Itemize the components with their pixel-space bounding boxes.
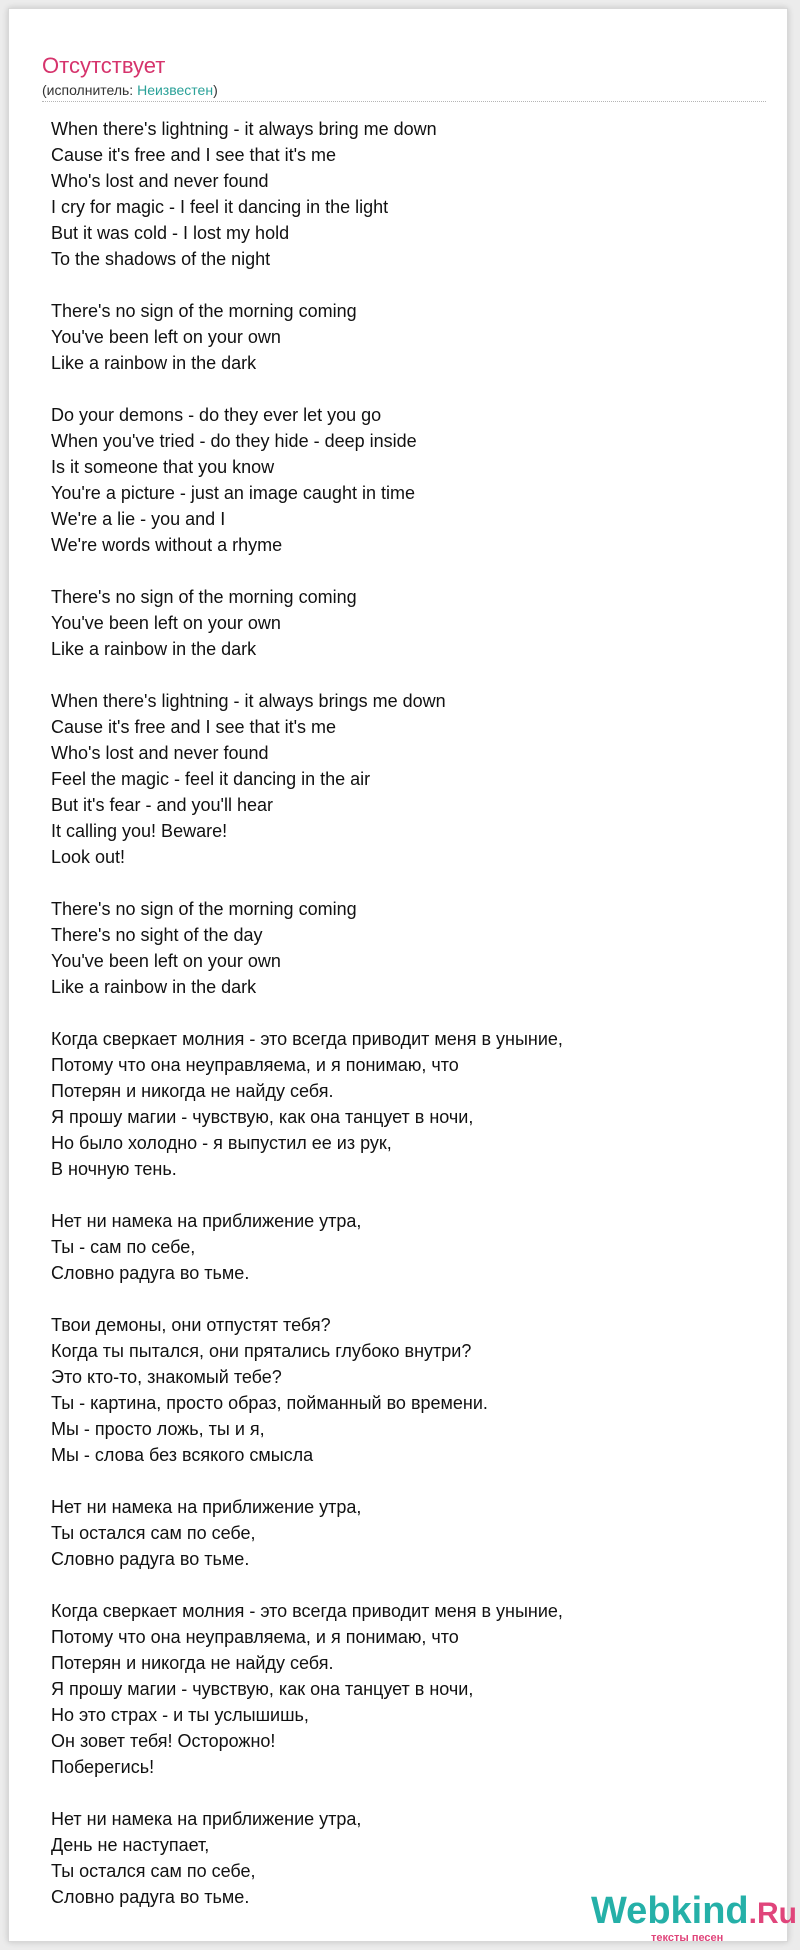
lyric-line: Но это страх - и ты услышишь, <box>51 1705 309 1725</box>
lyric-line: Like a rainbow in the dark <box>51 977 257 997</box>
site-logo[interactable] <box>591 1889 797 1945</box>
title-divider <box>42 101 766 102</box>
lyric-line: Do your demons - do they ever let you go <box>51 405 382 425</box>
stanza <box>51 1312 751 1468</box>
artist-suffix: ) <box>213 82 218 98</box>
lyric-line: When there's lightning - it always bring me down <box>51 119 437 139</box>
logo-tld: .Ru <box>748 1897 797 1930</box>
lyric-line: Ты - сам по себе, <box>51 1237 196 1257</box>
lyric-line: Нет ни намека на приближение утра, <box>51 1497 362 1517</box>
lyric-line: Мы - просто ложь, ты и я, <box>51 1419 265 1439</box>
lyric-line: Cause it's free and I see that it's me <box>51 717 337 737</box>
lyric-line: Who's lost and never found <box>51 743 269 763</box>
lyric-line: Ты остался сам по себе, <box>51 1523 256 1543</box>
lyric-line: Когда сверкает молния - это всегда приводит меня в уныние, <box>51 1601 563 1621</box>
lyric-line: There's no sign of the morning coming <box>51 899 357 919</box>
lyric-line: Словно радуга во тьме. <box>51 1263 250 1283</box>
lyric-line: But it's fear - and you'll hear <box>51 795 273 815</box>
lyric-line: I cry for magic - I feel it dancing in the light <box>51 197 389 217</box>
lyric-line: Потерян и никогда не найду себя. <box>51 1653 334 1673</box>
logo-brand: Webkind <box>591 1890 749 1932</box>
lyric-line: It calling you! Beware! <box>51 821 228 841</box>
lyric-line: Нет ни намека на приближение утра, <box>51 1809 362 1829</box>
logo-wordmark <box>591 1889 797 1936</box>
lyric-line: Ты - картина, просто образ, пойманный во времени. <box>51 1393 488 1413</box>
lyric-line: Потому что она неуправляема, и я понимаю, что <box>51 1627 459 1647</box>
lyric-line: Он зовет тебя! Осторожно! <box>51 1731 276 1751</box>
lyric-line: Is it someone that you know <box>51 457 275 477</box>
lyric-line: Это кто-то, знакомый тебе? <box>51 1367 282 1387</box>
lyric-line: When there's lightning - it always brings me down <box>51 691 446 711</box>
stanza <box>51 896 751 1000</box>
stanza <box>51 1026 751 1182</box>
lyric-line: В ночную тень. <box>51 1159 177 1179</box>
lyric-line: There's no sight of the day <box>51 925 263 945</box>
lyric-line: We're words without a rhyme <box>51 535 283 555</box>
stanza <box>51 1598 751 1780</box>
lyrics-body <box>51 116 751 1936</box>
lyric-line: День не наступает, <box>51 1835 210 1855</box>
lyric-line: Who's lost and never found <box>51 171 269 191</box>
logo-tagline: тексты песен <box>651 1932 724 1944</box>
lyric-line: Ты остался сам по себе, <box>51 1861 256 1881</box>
stanza <box>51 298 751 376</box>
lyric-line: Я прошу магии - чувствую, как она танцует в ночи, <box>51 1107 474 1127</box>
stanza <box>51 402 751 558</box>
lyric-line: Поберегись! <box>51 1757 155 1777</box>
lyric-line: Нет ни намека на приближение утра, <box>51 1211 362 1231</box>
lyric-line: Словно радуга во тьме. <box>51 1549 250 1569</box>
artist-line <box>42 81 218 99</box>
lyric-line: There's no sign of the morning coming <box>51 301 357 321</box>
lyric-line: Когда сверкает молния - это всегда приводит меня в уныние, <box>51 1029 563 1049</box>
lyric-line: We're a lie - you and I <box>51 509 226 529</box>
lyric-line: Like a rainbow in the dark <box>51 353 257 373</box>
lyric-line: But it was cold - I lost my hold <box>51 223 290 243</box>
lyric-line: Словно радуга во тьме. <box>51 1887 250 1907</box>
lyric-line: Потому что она неуправляема, и я понимаю, что <box>51 1055 459 1075</box>
lyric-line: To the shadows of the night <box>51 249 271 269</box>
stanza <box>51 1208 751 1286</box>
lyrics-page <box>8 8 797 1944</box>
lyric-line: You've been left on your own <box>51 327 281 347</box>
lyric-line: There's no sign of the morning coming <box>51 587 357 607</box>
song-title: Отсутствует <box>42 53 166 78</box>
lyric-line: Мы - слова без всякого смысла <box>51 1445 314 1465</box>
lyric-line: Но было холодно - я выпустил ее из рук, <box>51 1133 392 1153</box>
lyric-line: Твои демоны, они отпустят тебя? <box>51 1315 331 1335</box>
lyric-line: When you've tried - do they hide - deep inside <box>51 431 417 451</box>
stanza <box>51 1494 751 1572</box>
stanza <box>51 688 751 870</box>
lyric-line: You've been left on your own <box>51 613 281 633</box>
lyric-line: Я прошу магии - чувствую, как она танцует в ночи, <box>51 1679 474 1699</box>
lyric-line: Потерян и никогда не найду себя. <box>51 1081 334 1101</box>
lyric-line: Like a rainbow in the dark <box>51 639 257 659</box>
stanza <box>51 584 751 662</box>
artist-link[interactable]: Неизвестен <box>137 82 214 98</box>
stanza <box>51 116 751 272</box>
lyric-line: Cause it's free and I see that it's me <box>51 145 337 165</box>
lyric-line: Look out! <box>51 847 126 867</box>
lyric-line: Feel the magic - feel it dancing in the air <box>51 769 371 789</box>
lyric-line: You're a picture - just an image caught in time <box>51 483 415 503</box>
lyric-line: Когда ты пытался, они прятались глубоко внутри? <box>51 1341 472 1361</box>
lyric-line: You've been left on your own <box>51 951 281 971</box>
artist-prefix: (исполнитель: <box>42 82 138 98</box>
